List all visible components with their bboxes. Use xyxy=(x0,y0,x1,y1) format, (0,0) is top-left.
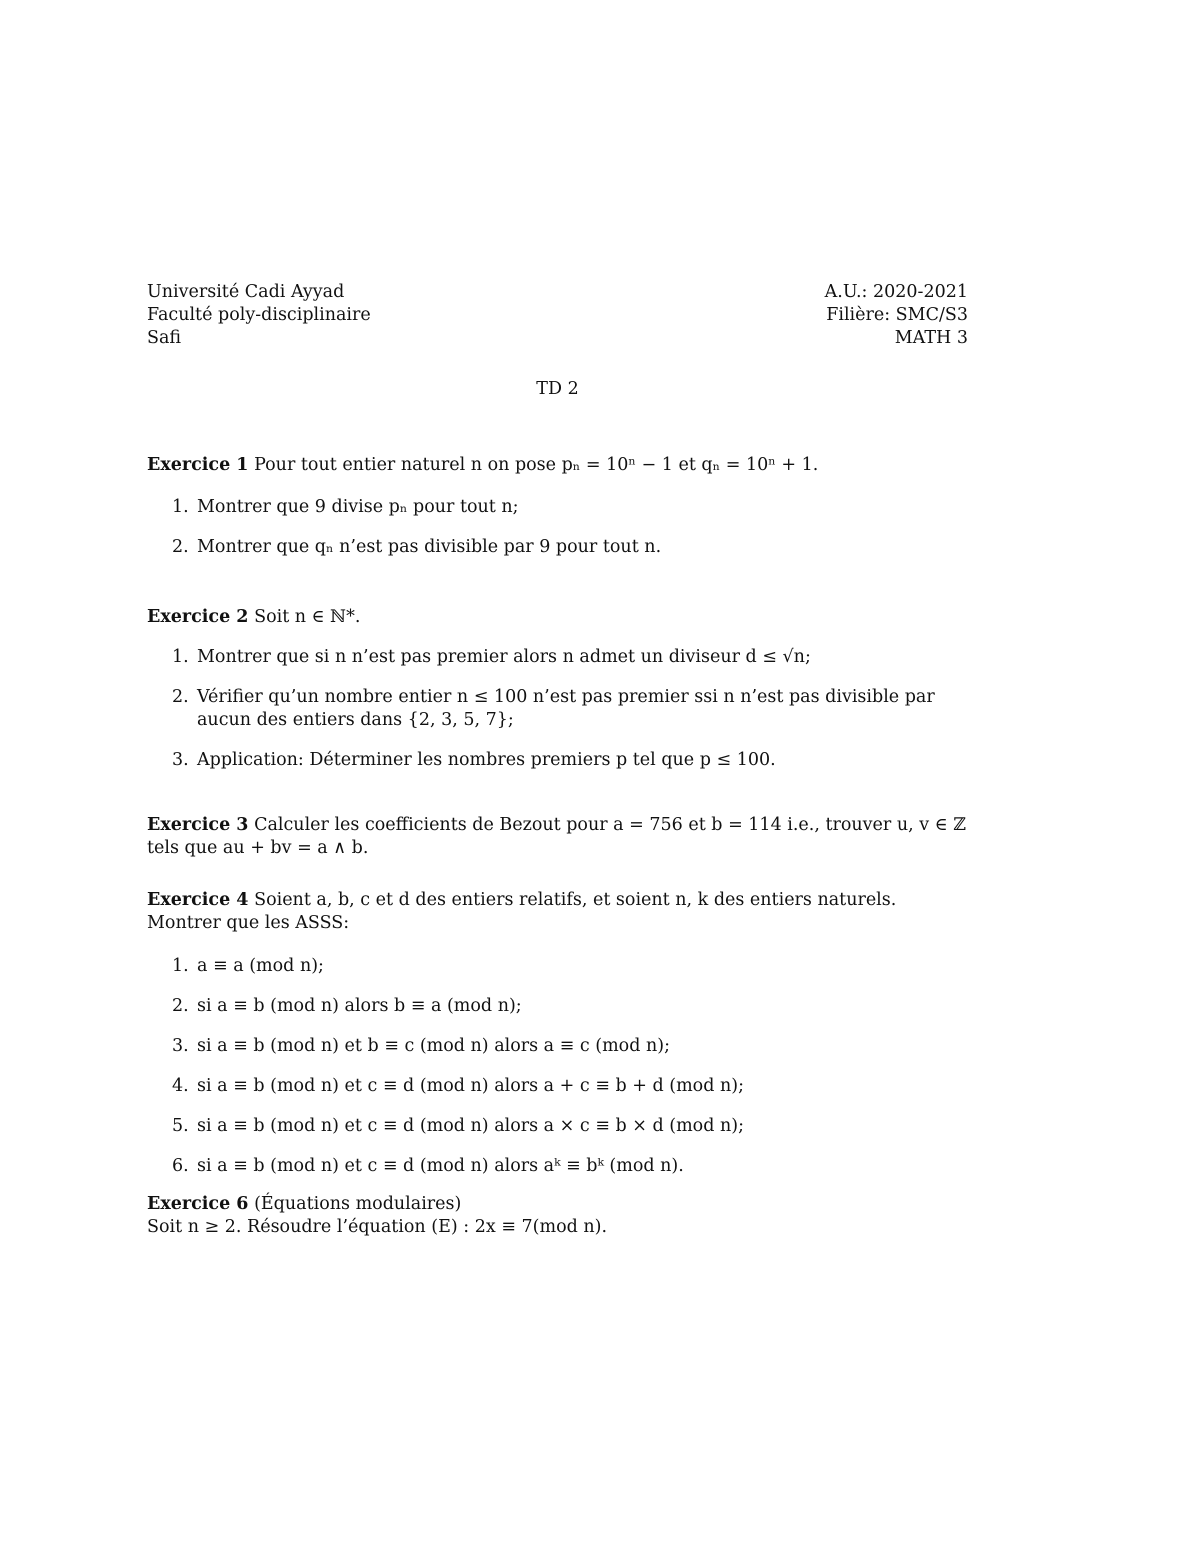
exercise-4-item-3: si a ≡ b (mod n) et b ≡ c (mod n) alors a ≡ c (mod n); xyxy=(197,1036,670,1056)
page-title: TD 2 xyxy=(536,379,579,399)
faculty-name: Faculté poly-disciplinaire xyxy=(147,305,371,325)
exercise-4 xyxy=(147,889,969,935)
course-name: MATH 3 xyxy=(894,328,968,348)
exercise-1-label: Exercice 1 xyxy=(147,455,249,475)
exercise-2 xyxy=(147,606,969,629)
exercise-6 xyxy=(147,1193,969,1239)
exercise-6-subtitle: (Équations modulaires) xyxy=(254,1194,462,1214)
exercise-1 xyxy=(147,454,969,477)
exercise-1-item-1: Montrer que 9 divise pₙ pour tout n; xyxy=(197,497,519,517)
list-item: 6. si a ≡ b (mod n) et c ≡ d (mod n) alors aᵏ ≡ bᵏ (mod n). xyxy=(172,1156,684,1176)
header-right xyxy=(548,281,968,350)
city-name: Safi xyxy=(147,328,182,348)
exercise-4-item-1: a ≡ a (mod n); xyxy=(197,956,324,976)
exercise-6-label: Exercice 6 xyxy=(147,1194,249,1214)
header-left xyxy=(147,281,597,350)
exercise-1-item-2: Montrer que qₙ n’est pas divisible par 9 pour tout n. xyxy=(197,537,662,557)
exercise-2-item-2: Vérifier qu’un nombre entier n ≤ 100 n’est pas premier ssi n n’est pas divisible par aucun des entiers dans {2, 3, 5, 7}; xyxy=(197,687,935,730)
exercise-2-item-1: Montrer que si n n’est pas premier alors n admet un diviseur d ≤ √n; xyxy=(197,647,811,667)
academic-year: A.U.: 2020-2021 xyxy=(824,282,968,302)
exercise-4-list xyxy=(172,955,969,1195)
exercise-4-item-2: si a ≡ b (mod n) alors b ≡ a (mod n); xyxy=(197,996,522,1016)
list-item: 1. Montrer que 9 divise pₙ pour tout n; xyxy=(172,497,519,517)
exercise-4-statement: Soient a, b, c et d des entiers relatifs, et soient n, k des entiers naturels. Montrer que les ASSS: xyxy=(147,890,897,933)
exercise-2-label: Exercice 2 xyxy=(147,607,249,627)
exercise-6-statement: Soit n ≥ 2. Résoudre l’équation (E) : 2x ≡ 7(mod n). xyxy=(147,1217,608,1237)
list-item: 2. Montrer que qₙ n’est pas divisible par 9 pour tout n. xyxy=(172,537,662,557)
exercise-4-label: Exercice 4 xyxy=(147,890,249,910)
exercise-3-statement: Calculer les coefficients de Bezout pour a = 756 et b = 114 i.e., trouver u, v ∈ ℤ tels que au + bv = a ∧ b. xyxy=(147,815,966,858)
list-item: 5. si a ≡ b (mod n) et c ≡ d (mod n) alors a × c ≡ b × d (mod n); xyxy=(172,1116,744,1136)
list-item: 1. a ≡ a (mod n); xyxy=(172,956,324,976)
list-item: 3. si a ≡ b (mod n) et b ≡ c (mod n) alors a ≡ c (mod n); xyxy=(172,1036,670,1056)
exercise-3-label: Exercice 3 xyxy=(147,815,249,835)
exercise-2-list xyxy=(172,646,969,789)
exercise-1-statement: Pour tout entier naturel n on pose pₙ = 10ⁿ − 1 et qₙ = 10ⁿ + 1. xyxy=(254,455,819,475)
exercise-2-item-3: Application: Déterminer les nombres premiers p tel que p ≤ 100. xyxy=(197,750,776,770)
list-item: 1. Montrer que si n n’est pas premier alors n admet un diviseur d ≤ √n; xyxy=(172,647,811,667)
list-item: 2. Vérifier qu’un nombre entier n ≤ 100 n’est pas premier ssi n n’est pas divisible par aucun des entiers dans {2, 3, 5, 7}; xyxy=(172,687,935,730)
exercise-4-item-5: si a ≡ b (mod n) et c ≡ d (mod n) alors a × c ≡ b × d (mod n); xyxy=(197,1116,744,1136)
exercise-3 xyxy=(147,814,969,860)
university-name: Université Cadi Ayyad xyxy=(147,282,345,302)
exercise-2-statement: Soit n ∈ ℕ*. xyxy=(254,607,361,627)
list-item: 3. Application: Déterminer les nombres premiers p tel que p ≤ 100. xyxy=(172,750,776,770)
exercise-4-item-4: si a ≡ b (mod n) et c ≡ d (mod n) alors a + c ≡ b + d (mod n); xyxy=(197,1076,744,1096)
exercise-1-list xyxy=(172,496,969,576)
exercise-4-item-6: si a ≡ b (mod n) et c ≡ d (mod n) alors aᵏ ≡ bᵏ (mod n). xyxy=(197,1156,684,1176)
list-item: 2. si a ≡ b (mod n) alors b ≡ a (mod n); xyxy=(172,996,522,1016)
list-item: 4. si a ≡ b (mod n) et c ≡ d (mod n) alors a + c ≡ b + d (mod n); xyxy=(172,1076,744,1096)
program-name: Filière: SMC/S3 xyxy=(826,305,968,325)
